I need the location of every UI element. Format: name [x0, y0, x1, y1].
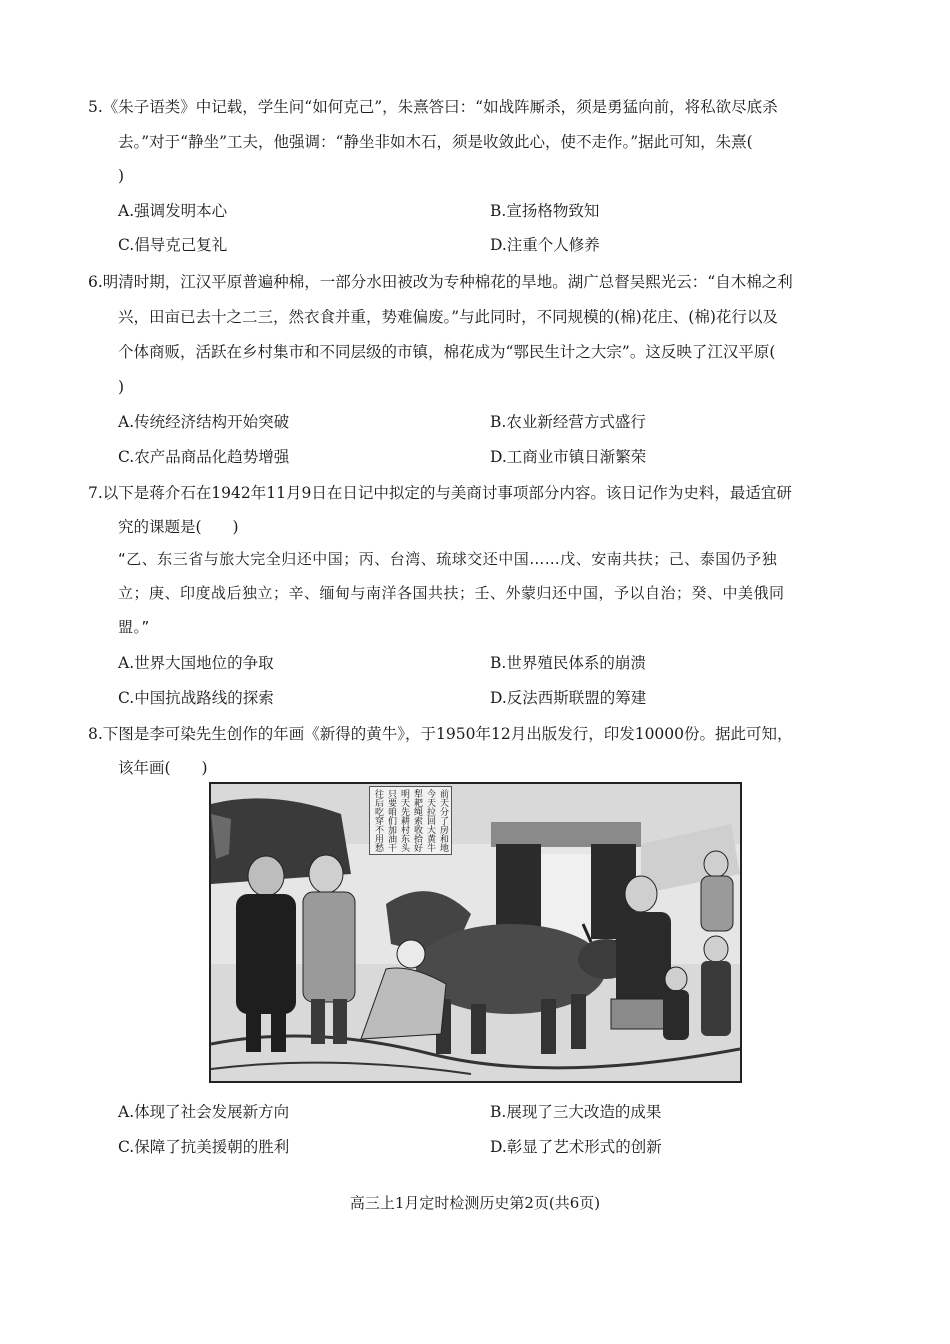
painting-verse-line-5: 只要咱们加油干 [386, 789, 396, 852]
painting-verse-sign [369, 786, 452, 855]
q5-stem-line-2: 去。”对于“静坐”工夫，他强调：“静坐非如木石，须是收敛此心，使不走作。”据此可知，朱熹( [118, 133, 753, 151]
q5-stem-line-3: ) [118, 167, 125, 185]
q7-option-d[interactable]: D.反法西斯联盟的筹建 [490, 689, 647, 707]
q8-option-b[interactable]: B.展现了三大改造的成果 [490, 1103, 662, 1121]
q6-stem-line-4: ) [118, 378, 125, 396]
q7-quote-line-3: 盟。” [118, 618, 150, 636]
q5-option-b[interactable]: B.宣扬格物致知 [490, 202, 600, 220]
q7-quote-line-2: 立；庚、印度战后独立；辛、缅甸与南洋各国共扶；壬、外蒙归还中国，予以自治；癸、中美俄同 [118, 584, 785, 602]
q6-option-a[interactable]: A.传统经济结构开始突破 [118, 413, 290, 431]
q7-option-b[interactable]: B.世界殖民体系的崩溃 [490, 654, 646, 672]
q6-option-d[interactable]: D.工商业市镇日渐繁荣 [490, 448, 647, 466]
q5-stem-line-1: 5.《朱子语类》中记载，学生问“如何克己”，朱熹答曰：“如战阵厮杀，须是勇猛向前，将私欲尽底杀 [88, 98, 778, 116]
q7-option-a[interactable]: A.世界大国地位的争取 [118, 654, 274, 672]
painting-illustration [211, 784, 740, 1081]
q8-option-c[interactable]: C.保障了抗美援朝的胜利 [118, 1138, 290, 1156]
page-footer: 高三上1月定时检测历史第2页(共6页) [349, 1194, 601, 1212]
painting-verse-line-1: 前天分了房和地 [438, 789, 448, 852]
q8-option-a[interactable]: A.体现了社会发展新方向 [118, 1103, 290, 1121]
painting-verse-line-4: 明天先耕村东头 [399, 789, 409, 852]
q6-stem-line-1: 6.明清时期，江汉平原普遍种棉，一部分水田被改为专种棉花的旱地。湖广总督吴熙光云：“自木棉之利 [88, 273, 793, 291]
painting-verse-line-6: 往后吃穿不用愁 [373, 789, 383, 852]
new-yellow-ox-new-year-painting [209, 782, 742, 1083]
q6-option-c[interactable]: C.农产品商品化趋势增强 [118, 448, 290, 466]
q8-stem-line-1: 8.下图是李可染先生创作的年画《新得的黄牛》，于1950年12月出版发行，印发10000份。据此可知， [88, 725, 793, 743]
q5-option-d[interactable]: D.注重个人修养 [490, 236, 600, 254]
painting-verse-line-2: 今天拉回大黄牛 [425, 789, 435, 852]
q7-option-c[interactable]: C.中国抗战路线的探索 [118, 689, 274, 707]
q7-stem-line-2: 究的课题是( ) [118, 518, 239, 536]
q8-option-d[interactable]: D.彰显了艺术形式的创新 [490, 1138, 662, 1156]
q6-option-b[interactable]: B.农业新经营方式盛行 [490, 413, 646, 431]
q5-option-c[interactable]: C.倡导克己复礼 [118, 236, 228, 254]
q7-stem-line-1: 7.以下是蒋介石在1942年11月9日在日记中拟定的与美商讨事项部分内容。该日记作为史料，最适宜研 [88, 484, 792, 502]
q8-stem-line-2: 该年画( ) [118, 759, 208, 777]
q7-quote-line-1: “乙、东三省与旅大完全归还中国；丙、台湾、琉球交还中国……戊、安南共扶；己、泰国仍予独 [118, 550, 778, 568]
q6-stem-line-2: 兴，田亩已去十之二三，然衣食并重，势难偏废。”与此同时，不同规模的(棉)花庄、(棉)花行以及 [118, 308, 778, 326]
painting-verse-line-3: 犁耙绳索收拾好 [412, 789, 422, 852]
q6-stem-line-3: 个体商贩，活跃在乡村集市和不同层级的市镇，棉花成为“鄂民生计之大宗”。这反映了江汉平原( [118, 343, 776, 361]
q5-option-a[interactable]: A.强调发明本心 [118, 202, 228, 220]
